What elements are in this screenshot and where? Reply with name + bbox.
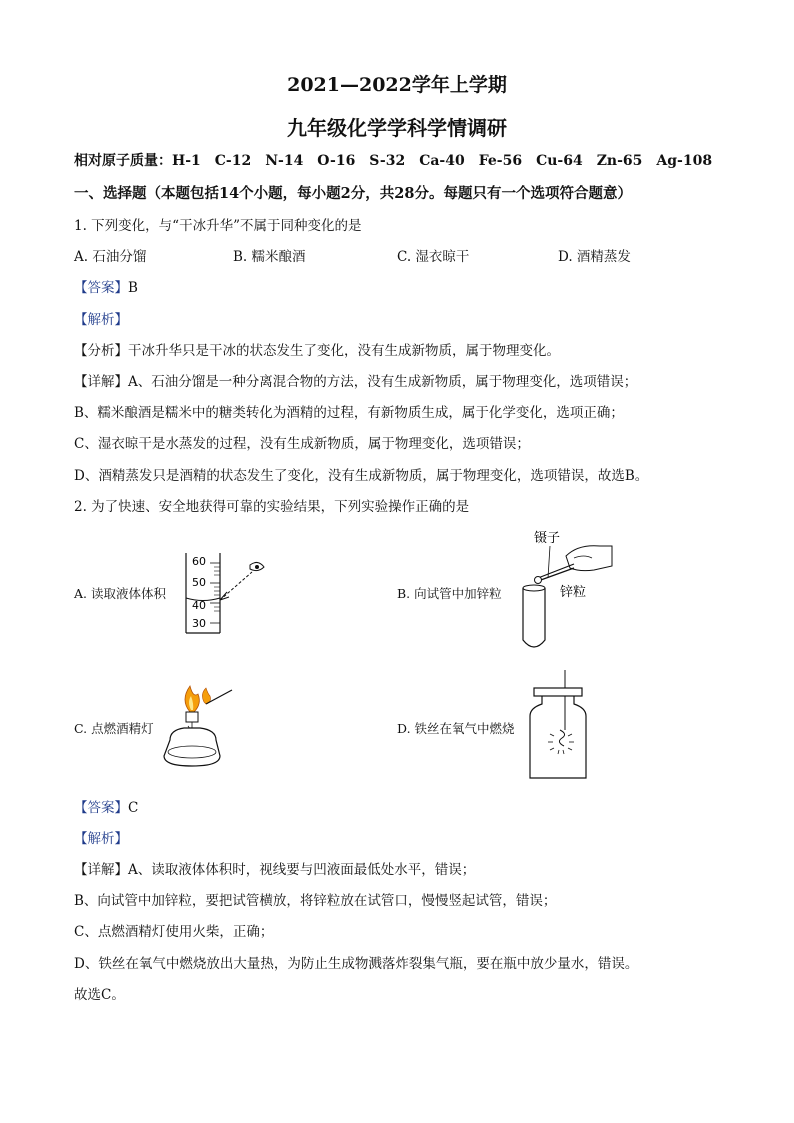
atomic-masses: 相对原子质量：H-1 C-12 N-14 O-16 S-32 Ca-40 Fe-56 Cu-64 Zn-65 Ag-108: [74, 153, 713, 169]
cylinder-tick-label: 60: [192, 555, 206, 568]
q2-analysis-tag: 【解析】: [74, 831, 128, 847]
q1-analysis-line: 【分析】干冰升华只是干冰的状态发生了变化，没有生成新物质，属于物理变化。: [74, 343, 560, 359]
alcohol-lamp-figure: [160, 680, 250, 772]
q2-option-c: C. 点燃酒精灯: [74, 721, 154, 736]
hand-icon: [566, 546, 612, 571]
measuring-cylinder-figure: [180, 545, 270, 637]
q1-analysis-line: B、糯米酿酒是糯米中的糖类转化为酒精的过程，有新物质生成，属于化学变化，选项正确；: [74, 405, 624, 421]
tweezers-label: 镊子: [534, 531, 561, 546]
q1-option-d: D. 酒精蒸发: [558, 249, 631, 265]
q1-analysis-line: C、湿衣晾干是水蒸发的过程，没有生成新物质，属于物理变化，选项错误；: [74, 436, 530, 452]
flame-icon: [185, 686, 211, 712]
gas-bottle-figure: [528, 668, 588, 780]
q2-analysis-line: 【详解】A、读取液体体积时，视线要与凹液面最低处水平，错误；: [74, 862, 476, 878]
q1-analysis-line: D、酒精蒸发只是酒精的状态发生了变化，没有生成新物质，属于物理变化，选项错误，故选B。: [74, 468, 649, 484]
q1-analysis-tag: 【解析】: [74, 312, 128, 328]
page-subtitle: 九年级化学学科学情调研: [287, 116, 507, 140]
q2-analysis-line: B、向试管中加锌粒，要把试管横放，将锌粒放在试管口，慢慢竖起试管，错误；: [74, 893, 557, 909]
eye-icon: [250, 562, 264, 570]
cylinder-tick-label: 30: [192, 617, 206, 630]
q2-option-a: A. 读取液体体积: [74, 586, 166, 601]
cylinder-tick-label: 50: [192, 576, 206, 589]
page-title: 2021—2022学年上学期: [287, 74, 507, 96]
test-tube-figure: [518, 528, 618, 653]
q2-analysis-line: 故选C。: [74, 987, 125, 1003]
q1-option-a: A. 石油分馏: [74, 249, 147, 265]
zinc-label: 锌粒: [560, 585, 587, 600]
q1-option-b: B. 糯米酿酒: [233, 249, 306, 265]
q1-answer-tag: 【答案】: [74, 280, 128, 296]
section-heading: 一、选择题（本题包括14个小题，每小题2分，共28分。每题只有一个选项符合题意）: [74, 185, 632, 202]
q1-answer-value: B: [128, 280, 138, 296]
q2-answer: [74, 796, 138, 816]
q2-option-d: D. 铁丝在氧气中燃烧: [397, 721, 515, 736]
q1-option-c: C. 湿衣晾干: [397, 249, 470, 265]
q1-stem: 1. 下列变化，与“干冰升华”不属于同种变化的是: [74, 218, 362, 234]
q1-answer: [74, 276, 138, 296]
q2-stem: 2. 为了快速、安全地获得可靠的实验结果，下列实验操作正确的是: [74, 499, 470, 515]
q2-option-b: B. 向试管中加锌粒: [397, 586, 502, 601]
q2-answer-tag: 【答案】: [74, 800, 128, 816]
q2-answer-value: C: [128, 800, 139, 816]
q2-analysis-line: C、点燃酒精灯使用火柴，正确；: [74, 924, 274, 940]
q1-analysis-line: 【详解】A、石油分馏是一种分离混合物的方法，没有生成新物质，属于物理变化，选项错误；: [74, 374, 638, 390]
q2-analysis-line: D、铁丝在氧气中燃烧放出大量热，为防止生成物溅落炸裂集气瓶，要在瓶中放少量水，错误。: [74, 956, 639, 972]
cylinder-tick-label: 40: [192, 599, 206, 612]
